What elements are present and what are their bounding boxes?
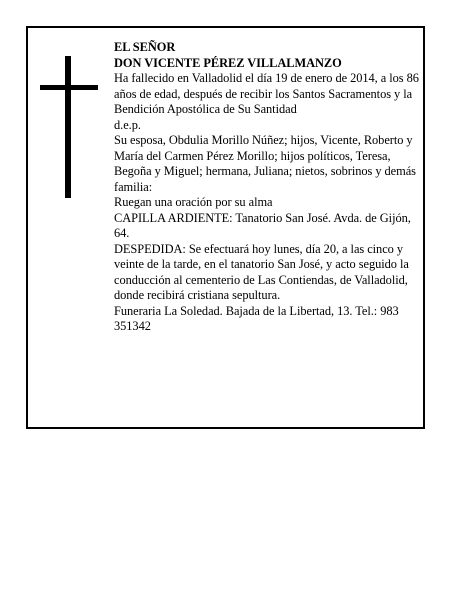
family-list: Su esposa, Obdulia Morillo Núñez; hijos, Vicente, Roberto y María del Carmen Pérez Morillo; hijos políticos, Teresa, Begoña y Miguel; hermana, Juliana; nietos, sobrinos y demás familia: [114, 133, 416, 194]
cross-icon [40, 56, 98, 198]
honorific: EL SEÑOR [114, 40, 176, 54]
chapel-info: CAPILLA ARDIENTE: Tanatorio San José. Avda. de Gijón, 64. [114, 210, 411, 240]
farewell-info: DESPEDIDA: Se efectuará hoy lunes, día 20, a las cinco y veinte de la tarde, en el tanatorio San José, y acto seguido la conducción al cementerio de Las Contiendas, de Valladolid, donde recibirá cristiana sepultura. [114, 241, 409, 302]
notice-text [114, 40, 424, 335]
prayer-request: Ruegan una oración por su alma [114, 195, 273, 209]
obituary-notice [26, 26, 425, 429]
funeral-home: Funeraria La Soledad. Bajada de la Libertad, 13. Tel.: 983 351342 [114, 303, 399, 333]
deceased-name: DON VICENTE PÉREZ VILLALMANZO [114, 55, 342, 70]
announcement: Ha fallecido en Valladolid el día 19 de enero de 2014, a los 86 años de edad, después de recibir los Santos Sacramentos y la Bendición Apostólica de Su Santidad [114, 71, 419, 116]
cross-horizontal-bar [40, 85, 98, 90]
rip-abbreviation: d.e.p. [114, 117, 141, 132]
cross-vertical-bar [65, 56, 71, 198]
